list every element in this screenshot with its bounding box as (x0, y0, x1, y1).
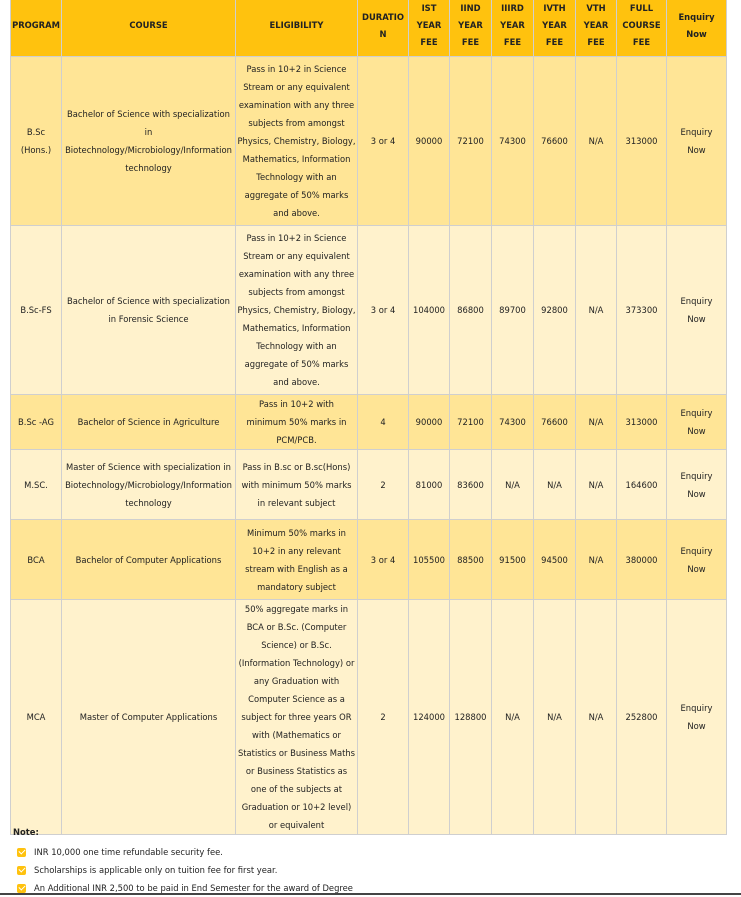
year3-fee-cell: 89700 (492, 226, 534, 395)
year3-fee-cell: N/A (492, 600, 534, 835)
eligibility-cell: Minimum 50% marks in 10+2 in any relevant stream with English as a mandatory subject (236, 520, 358, 600)
duration-cell: 3 or 4 (358, 57, 409, 226)
header-eligibility: ELIGIBILITY (236, 0, 358, 57)
year4-fee-cell: 76600 (534, 395, 576, 450)
header-year5-fee: VTH YEAR FEE (576, 0, 617, 57)
enquiry-now-link[interactable]: Enquiry Now (667, 450, 727, 520)
year4-fee-cell: 94500 (534, 520, 576, 600)
duration-cell: 2 (358, 450, 409, 520)
header-duration: DURATION (358, 0, 409, 57)
note-text: Scholarships is applicable only on tuition fee for first year. (34, 865, 278, 875)
course-cell: Master of Computer Applications (62, 600, 236, 835)
checkbox-icon (17, 884, 26, 893)
program-cell: B.Sc -AG (11, 395, 62, 450)
year5-fee-cell: N/A (576, 226, 617, 395)
table-row (11, 395, 727, 450)
year1-fee-cell: 104000 (409, 226, 450, 395)
table-row (11, 600, 727, 835)
notes-list (13, 843, 353, 897)
enquiry-now-link[interactable]: Enquiry Now (667, 395, 727, 450)
eligibility-cell: Pass in 10+2 in Science Stream or any equivalent examination with any three subjects from amongst Physics, Chemistry, Biology, Mathematics, Information Technology with an aggregate of 50% marks and above. (236, 226, 358, 395)
table-row (11, 450, 727, 520)
year4-fee-cell: N/A (534, 600, 576, 835)
year2-fee-cell: 72100 (450, 395, 492, 450)
year4-fee-cell: 92800 (534, 226, 576, 395)
year5-fee-cell: N/A (576, 57, 617, 226)
table-row (11, 520, 727, 600)
eligibility-cell: Pass in 10+2 with minimum 50% marks in PCM/PCB. (236, 395, 358, 450)
eligibility-cell: Pass in B.sc or B.sc(Hons) with minimum 50% marks in relevant subject (236, 450, 358, 520)
course-cell: Bachelor of Science with specialization in Forensic Science (62, 226, 236, 395)
note-text: An Additional INR 2,500 to be paid in End Semester for the award of Degree (34, 883, 353, 893)
header-full-course-fee: FULL COURSE FEE (617, 0, 667, 57)
notes-section (13, 823, 353, 897)
header-year3-fee: IIIRD YEAR FEE (492, 0, 534, 57)
course-cell: Master of Science with specialization in Biotechnology/Microbiology/Information technology (62, 450, 236, 520)
duration-cell: 4 (358, 395, 409, 450)
eligibility-cell: Pass in 10+2 in Science Stream or any equivalent examination with any three subjects from amongst Physics, Chemistry, Biology, Mathematics, Information Technology with an aggregate of 50% marks and above. (236, 57, 358, 226)
course-cell: Bachelor of Science in Agriculture (62, 395, 236, 450)
header-course: COURSE (62, 0, 236, 57)
course-cell: Bachelor of Science with specialization in Biotechnology/Microbiology/Information technology (62, 57, 236, 226)
year3-fee-cell: 74300 (492, 395, 534, 450)
enquiry-now-link[interactable]: Enquiry Now (667, 600, 727, 835)
program-cell: M.SC. (11, 450, 62, 520)
header-year1-fee: IST YEAR FEE (409, 0, 450, 57)
program-cell: B.Sc-FS (11, 226, 62, 395)
program-cell: MCA (11, 600, 62, 835)
note-text: INR 10,000 one time refundable security fee. (34, 847, 223, 857)
year3-fee-cell: 91500 (492, 520, 534, 600)
year3-fee-cell: N/A (492, 450, 534, 520)
full-course-fee-cell: 373300 (617, 226, 667, 395)
year5-fee-cell: N/A (576, 600, 617, 835)
header-enquiry: Enquiry Now (667, 0, 727, 57)
year1-fee-cell: 90000 (409, 395, 450, 450)
full-course-fee-cell: 252800 (617, 600, 667, 835)
year2-fee-cell: 86800 (450, 226, 492, 395)
year5-fee-cell: N/A (576, 520, 617, 600)
enquiry-now-link[interactable]: Enquiry Now (667, 520, 727, 600)
list-item (13, 843, 353, 861)
fee-table (10, 0, 727, 835)
year1-fee-cell: 90000 (409, 57, 450, 226)
header-row (11, 0, 727, 57)
full-course-fee-cell: 164600 (617, 450, 667, 520)
year2-fee-cell: 72100 (450, 57, 492, 226)
program-cell: B.Sc (Hons.) (11, 57, 62, 226)
full-course-fee-cell: 380000 (617, 520, 667, 600)
duration-cell: 2 (358, 600, 409, 835)
eligibility-cell: 50% aggregate marks in BCA or B.Sc. (Computer Science) or B.Sc. (Information Technology) or any Graduation with Computer Science as a subject for three years OR with (Mathematics or Statistics or Business Maths or Business Statistics as one of the subjects at Graduation or 10+2 level) or equivalent (236, 600, 358, 835)
program-cell: BCA (11, 520, 62, 600)
year4-fee-cell: 76600 (534, 57, 576, 226)
checkbox-icon (17, 866, 26, 875)
full-course-fee-cell: 313000 (617, 57, 667, 226)
table-row (11, 226, 727, 395)
course-cell: Bachelor of Computer Applications (62, 520, 236, 600)
year1-fee-cell: 81000 (409, 450, 450, 520)
full-course-fee-cell: 313000 (617, 395, 667, 450)
checkbox-icon (17, 848, 26, 857)
enquiry-now-link[interactable]: Enquiry Now (667, 57, 727, 226)
list-item (13, 861, 353, 879)
year2-fee-cell: 128800 (450, 600, 492, 835)
year4-fee-cell: N/A (534, 450, 576, 520)
notes-title: Note: (13, 827, 39, 837)
year2-fee-cell: 83600 (450, 450, 492, 520)
year3-fee-cell: 74300 (492, 57, 534, 226)
enquiry-now-link[interactable]: Enquiry Now (667, 226, 727, 395)
duration-cell: 3 or 4 (358, 226, 409, 395)
header-program: PROGRAM (11, 0, 62, 57)
header-year2-fee: IIND YEAR FEE (450, 0, 492, 57)
year5-fee-cell: N/A (576, 395, 617, 450)
year1-fee-cell: 124000 (409, 600, 450, 835)
table-row (11, 57, 727, 226)
header-year4-fee: IVTH YEAR FEE (534, 0, 576, 57)
year5-fee-cell: N/A (576, 450, 617, 520)
year1-fee-cell: 105500 (409, 520, 450, 600)
duration-cell: 3 or 4 (358, 520, 409, 600)
year2-fee-cell: 88500 (450, 520, 492, 600)
